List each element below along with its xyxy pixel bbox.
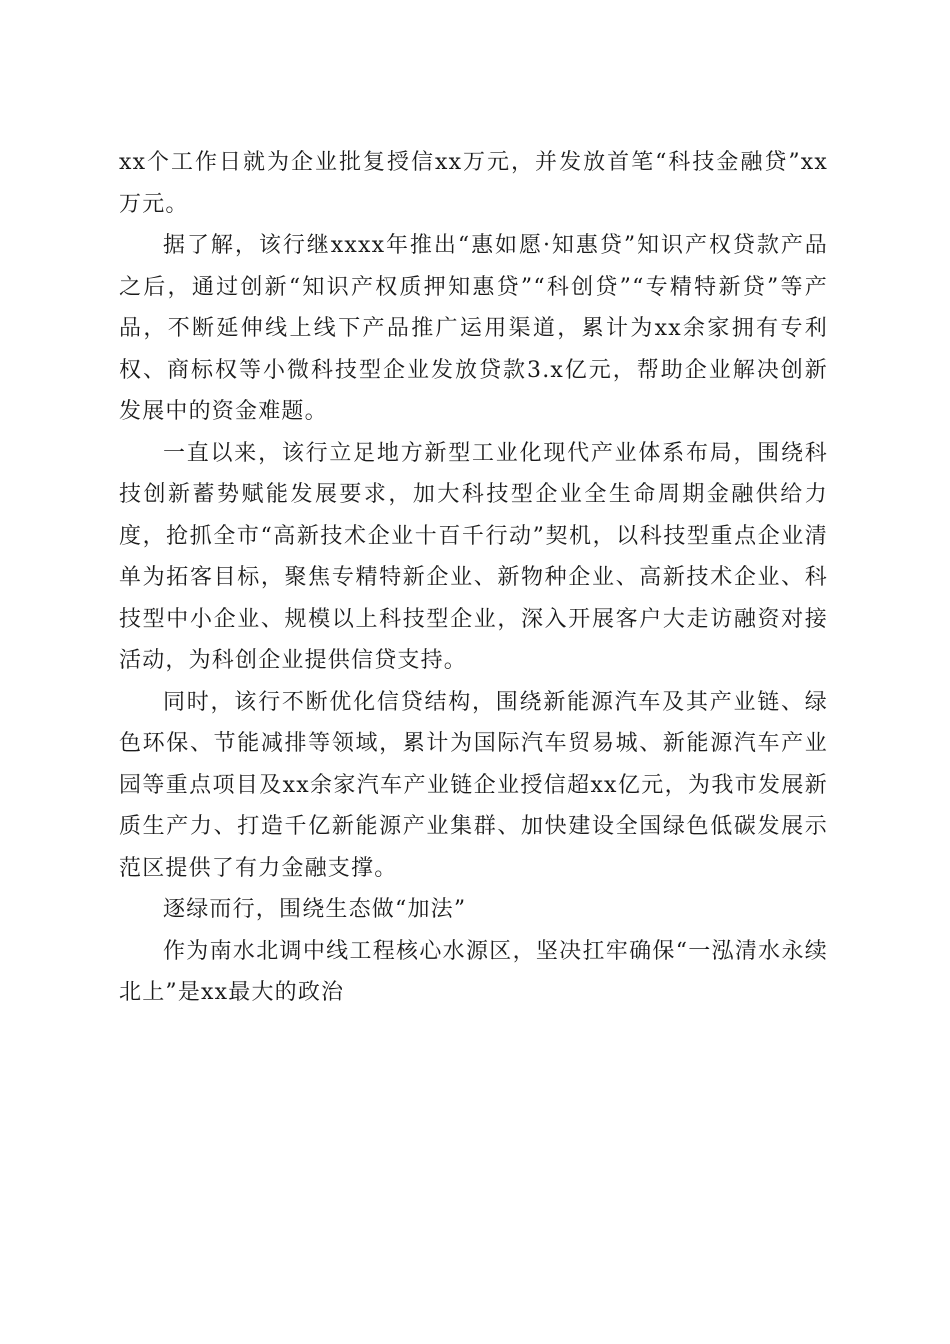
paragraph-5: 作为南水北调中线工程核心水源区，坚决扛牢确保“一泓清水永续北上”是xx最大的政治	[119, 938, 828, 1005]
paragraph-1: xx个工作日就为企业批复授信xx万元，并发放首笔“科技金融贷”xx万元。	[119, 150, 828, 217]
document-body	[119, 142, 828, 1014]
paragraph-2: 据了解，该行继xxxx年推出“惠如愿·知惠贷”知识产权贷款产品之后，通过创新“知识产权质押知惠贷”“科创贷”“专精特新贷”等产品，不断延伸线上线下产品推广运用渠道，累计为xx余家拥有专利权、商标权等小微科技型企业发放贷款3.x亿元，帮助企业解决创新发展中的资金难题。	[119, 233, 828, 424]
paragraph-3: 一直以来，该行立足地方新型工业化现代产业体系布局，围绕科技创新蓄势赋能发展要求，加大科技型企业全生命周期金融供给力度，抢抓全市“高新技术企业十百千行动”契机，以科技型重点企业清单为拓客目标，聚焦专精特新企业、新物种企业、高新技术企业、科技型中小企业、规模以上科技型企业，深入开展客户大走访融资对接活动，为科创企业提供信贷支持。	[119, 440, 828, 673]
section-heading: 逐绿而行，围绕生态做“加法”	[163, 897, 467, 922]
paragraph-4: 同时，该行不断优化信贷结构，围绕新能源汽车及其产业链、绿色环保、节能减排等领域，累计为国际汽车贸易城、新能源汽车产业园等重点项目及xx余家汽车产业链企业授信超xx亿元，为我市发展新质生产力、打造千亿新能源产业集群、加快建设全国绿色低碳发展示范区提供了有力金融支撑。	[119, 689, 828, 881]
